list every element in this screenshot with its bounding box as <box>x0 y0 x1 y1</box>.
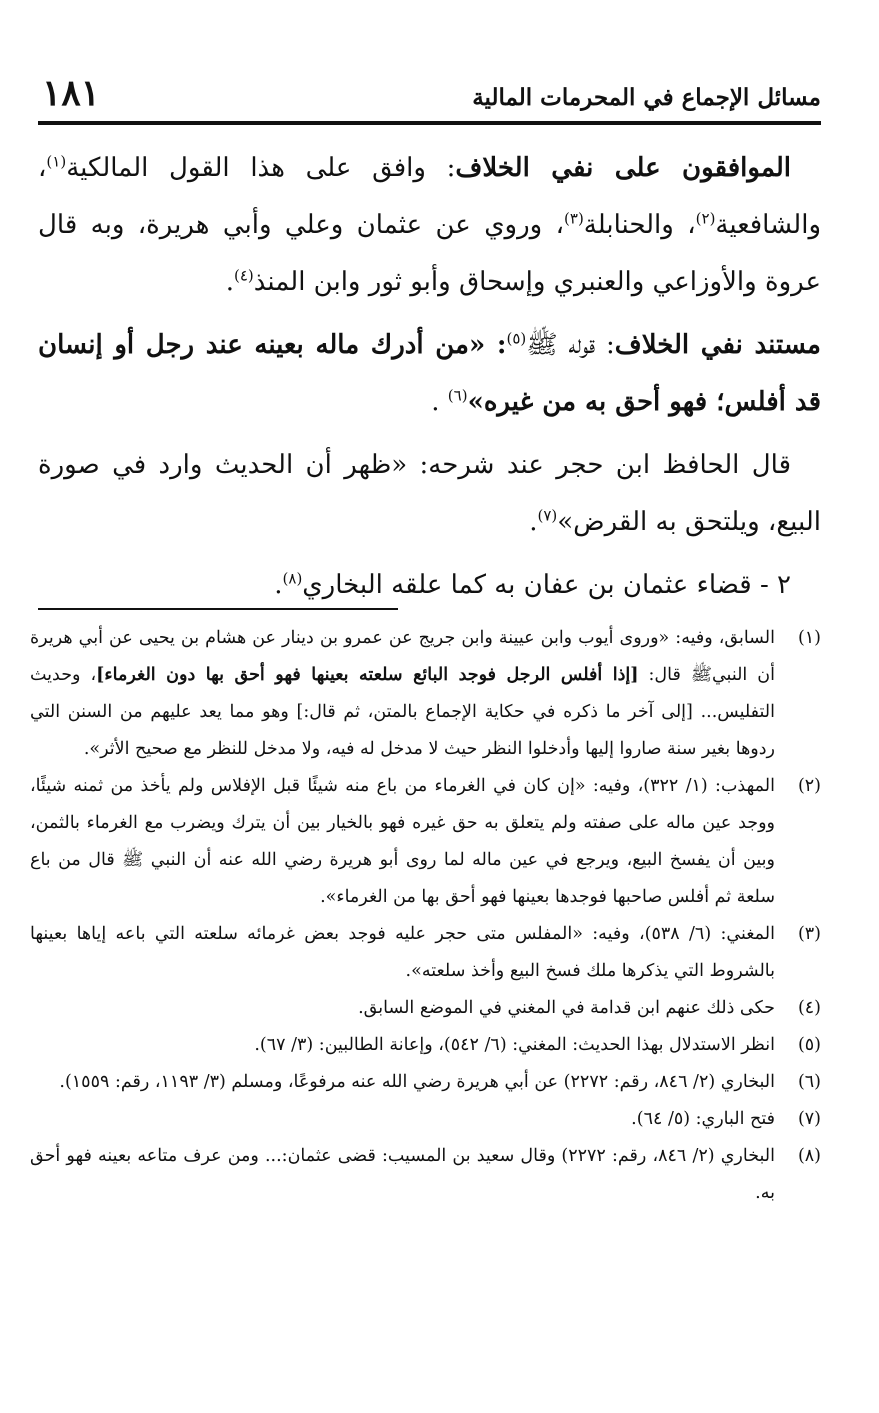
page-header <box>38 68 821 120</box>
footnotes <box>30 620 821 1212</box>
paragraph-evidence: مستند نفي الخلاف: قوله ﷺ$^{(٥)}$: «من أدرك ماله بعينه عند رجل أو إنسان قد أفلس؛ فهو أحق به من غيره»$^{(٦)}$ . <box>38 329 821 417</box>
running-title: مسائل الإجماع في المحرمات المالية <box>472 84 821 111</box>
footnote-1: (١) السابق، وفيه: «وروى أيوب وابن عيينة وابن جريج عن عمرو بن دينار عن هشام بن يحيى عن أبي هريرة أن النبيﷺ قال: [إذا أفلس الرجل فوجد البائع سلعته بعينها فهو أحق بها دون الغرماء]، وحديث التفليس... [إلى آخر ما ذكره في حكاية الإجماع بالمتن، ثم قال:] وهو مما يعد عليهم من السنن التي ردوها بغير سنة صاروا إليها وأدخلوا النظر حيث لا مدخل له فيه، ولا مدخل للنظر مع صحيح الأثر». <box>30 620 821 768</box>
heading-evidence: مستند نفي الخلاف <box>614 330 821 360</box>
hadith-quote: : «من أدرك ماله بعينه عند رجل أو إنسان قد أفلس؛ فهو أحق به من غيره» <box>38 330 821 417</box>
footnote-number: (٥) <box>797 1035 821 1055</box>
footnote-3: (٣) المغني: (٦/ ٥٣٨)، وفيه: «المفلس متى حجر عليه فوجد بعض غرمائه سلعته التي باعه إياها بعينها بالشروط التي يذكرها ملك فسخ البيع وأخذ سلعته». <box>30 916 821 990</box>
footnote-number: (١) <box>797 628 821 648</box>
footnote-8: (٨) البخاري (٢/ ٨٤٦، رقم: ٢٢٧٢) وقال سعيد بن المسيب: قضى عثمان:... ومن عرف متاعه بعينه فهو أحق به. <box>30 1138 821 1212</box>
paragraph-agreeing: الموافقون على نفي الخلاف: وافق على هذا القول المالكية$^{(١)}$، والشافعية$^{(٢)}$، والحنابلة$^{(٣)}$، وروي عن عثمان وعلي وأبي هريرة، وبه قال عروة والأوزاعي والعنبري وإسحاق وأبو ثور وابن المنذ$^{(٤)}$. <box>38 152 821 297</box>
heading-agreeing: الموافقون على نفي الخلاف <box>455 153 791 183</box>
footnote-ref: (٢) <box>695 209 716 228</box>
footnote-6: (٦) البخاري (٢/ ٨٤٦، رقم: ٢٢٧٢) عن أبي هريرة رضي الله عنه مرفوعًا، ومسلم (٣/ ١١٩٣، رقم: ١٥٥٩). <box>30 1064 821 1101</box>
footnote-4: (٤) حكى ذلك عنهم ابن قدامة في المغني في الموضع السابق. <box>30 990 821 1027</box>
page-number: ١٨١ <box>42 72 101 114</box>
footnote-5: (٥) انظر الاستدلال بهذا الحديث: المغني: (٦/ ٥٤٢)، وإعانة الطالبين: (٣/ ٦٧). <box>30 1027 821 1064</box>
footnote-number: (٣) <box>797 924 821 944</box>
footnote-number: (٤) <box>797 998 821 1018</box>
footnote-number: (٦) <box>797 1072 821 1092</box>
footnote-number: (٨) <box>797 1146 821 1166</box>
header-rule <box>38 121 821 125</box>
footnote-ref: (٥) <box>506 329 527 348</box>
footnote-number: (٧) <box>797 1109 821 1129</box>
footnote-bold-quote: [إذا أفلس الرجل فوجد البائع سلعته بعينها فهو أحق بها دون الغرماء] <box>96 665 639 685</box>
footnote-7: (٧) فتح الباري: (٥/ ٦٤). <box>30 1101 821 1138</box>
footnote-2: (٢) المهذب: (١/ ٣٢٢)، وفيه: «إن كان في الغرماء من باع منه شيئًا قبل الإفلاس ولم يأخذ من ثمنه شيئًا، ووجد عين ماله على صفته ولم يتعلق به حق غيره فهو بالخيار بين أن يترك ويضرب مع الغرماء بالثمن، وبين أن يفسخ البيع، ويرجع في عين ماله لما روى أبو هريرة رضي الله عنه أن النبي ﷺ قال من باع سلعة ثم أفلس صاحبها فوجدها بعينها فهو أحق بها من الغرماء». <box>30 768 821 916</box>
footnote-number: (٢) <box>797 776 821 796</box>
main-text <box>38 140 821 620</box>
footnote-separator <box>38 608 398 610</box>
footnote-ref: (٣) <box>564 209 584 228</box>
paragraph-ibn-hajar: قال الحافظ ابن حجر عند شرحه: «ظهر أن الحديث وارد في صورة البيع، ويلتحق به القرض»$^{(٧)}$. <box>38 450 821 537</box>
footnote-ref: (٧) <box>537 506 558 525</box>
footnote-ref: (١) <box>46 152 67 171</box>
footnote-ref: (٦) <box>447 386 468 405</box>
footnote-ref: (٤) <box>233 266 254 285</box>
paragraph-uthman: ٢ - قضاء عثمان بن عفان به كما علقه البخاري$^{(٨)}$. <box>274 569 791 600</box>
footnote-ref: (٨) <box>282 569 303 588</box>
